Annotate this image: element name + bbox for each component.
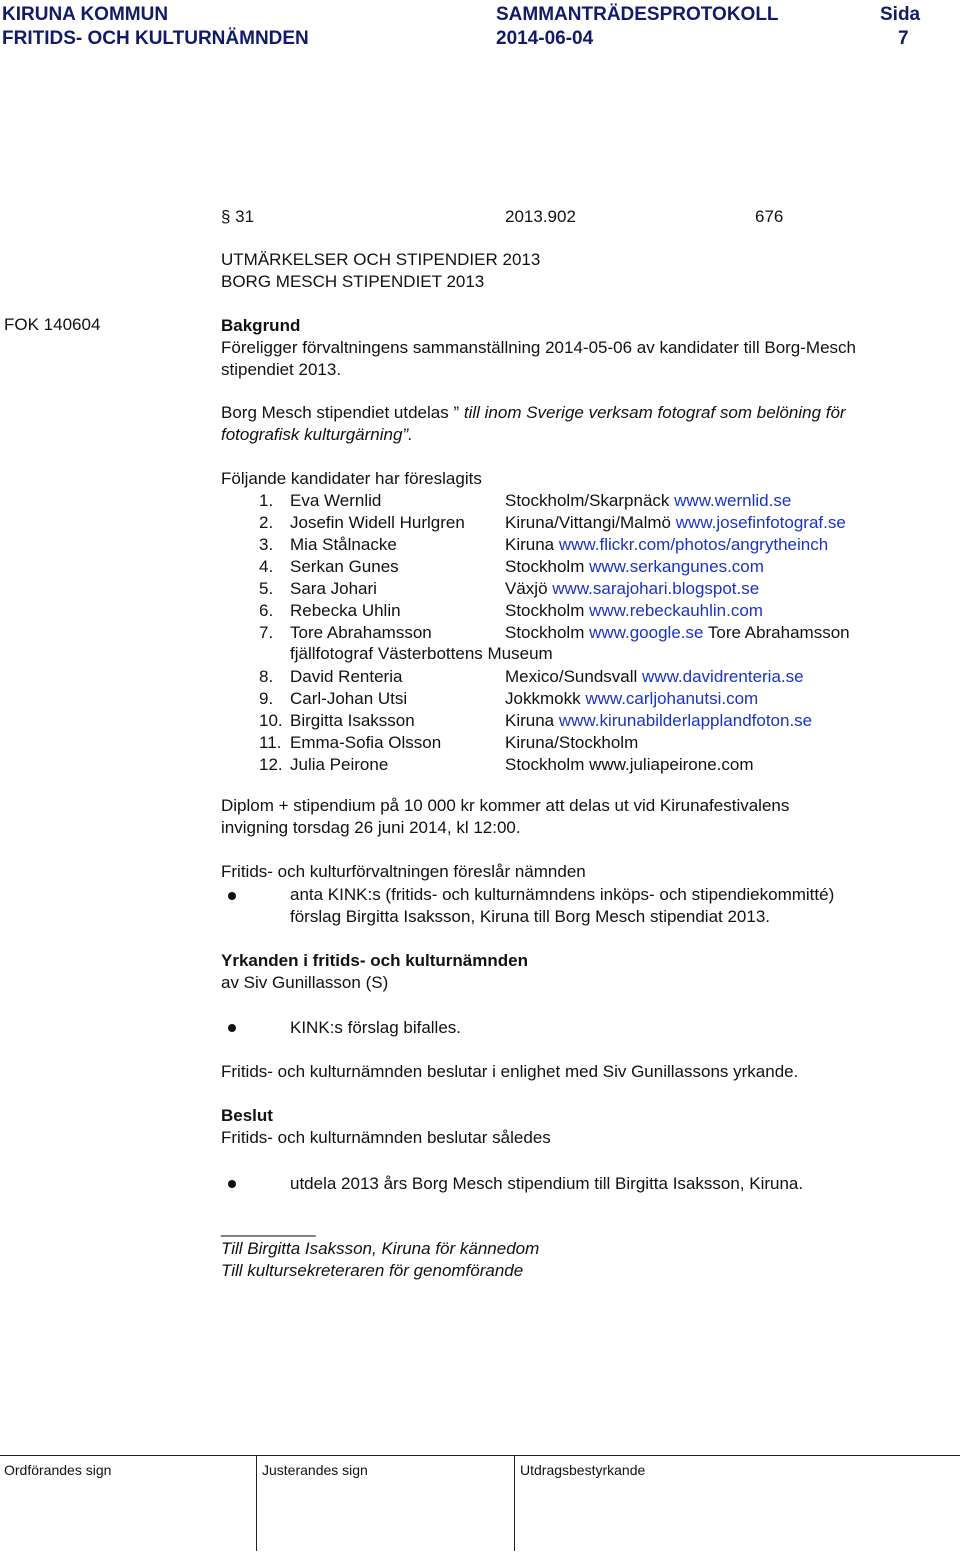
candidate-7-continued: fjällfotograf Västerbottens Museum	[290, 644, 553, 663]
background-heading: Bakgrund	[221, 316, 301, 335]
candidate-number: 8.	[259, 667, 274, 686]
candidate-place: Stockholm www.juliapeirone.com	[505, 755, 754, 774]
distribution-line-2: Till kultursekreteraren för genomförande	[221, 1261, 524, 1280]
candidate-location	[505, 490, 791, 512]
candidate-location	[505, 534, 828, 556]
distribution-rule: __________	[221, 1218, 316, 1237]
proposal-bullet-line-1: anta KINK:s (fritids- och kulturnämndens inköps- och stipendiekommitté)	[290, 885, 835, 904]
document-type: SAMMANTRÄDESPROTOKOLL	[496, 4, 779, 25]
candidate-name: Serkan Gunes	[290, 557, 399, 576]
proposal-intro: Fritids- och kulturförvaltningen föreslår nämnden	[221, 862, 586, 881]
beslut-heading: Beslut	[221, 1106, 273, 1125]
candidates-intro: Följande kandidater har föreslagits	[221, 469, 482, 488]
candidate-number: 7.	[259, 623, 274, 642]
org-name: KIRUNA KOMMUN	[2, 4, 169, 25]
page-label: Sida	[880, 4, 921, 25]
candidate-location	[505, 732, 638, 754]
stipend-description-2	[221, 424, 413, 446]
quote-close: ”.	[402, 425, 413, 444]
candidate-place: Stockholm	[505, 601, 585, 620]
candidate-name: Julia Peirone	[290, 755, 389, 774]
candidate-location	[505, 688, 758, 710]
candidate-location	[505, 512, 846, 534]
background-line-2: stipendiet 2013.	[221, 360, 342, 379]
candidate-website-link[interactable]: www.google.se	[589, 623, 704, 642]
beslut-intro: Fritids- och kulturnämnden beslutar således	[221, 1128, 551, 1147]
beslut-bullet: utdela 2013 års Borg Mesch stipendium till Birgitta Isaksson, Kiruna.	[290, 1174, 804, 1193]
candidate-website-link[interactable]: www.carljohanutsi.com	[585, 689, 759, 708]
candidate-location	[505, 666, 804, 688]
candidate-number: 6.	[259, 601, 274, 620]
distribution-line-1: Till Birgitta Isaksson, Kiruna för kännedom	[221, 1239, 540, 1258]
candidate-number: 11.	[259, 733, 282, 752]
case-title: UTMÄRKELSER OCH STIPENDIER 2013	[221, 250, 541, 269]
candidate-location	[505, 556, 764, 578]
candidate-website-link[interactable]: www.josefinfotograf.se	[675, 513, 846, 532]
margin-ref: FOK 140604	[4, 315, 101, 334]
candidate-place: Stockholm/Skarpnäck	[505, 491, 670, 510]
candidate-place: Kiruna/Vittangi/Malmö	[505, 513, 671, 532]
committee-name: FRITIDS- OCH KULTURNÄMNDEN	[2, 28, 309, 49]
proposal-bullet-line-2: förslag Birgitta Isaksson, Kiruna till Borg Mesch stipendiat 2013.	[290, 907, 771, 926]
candidate-name: Birgitta Isaksson	[290, 711, 415, 730]
bullet-icon	[228, 1180, 236, 1188]
section-number: § 31	[221, 207, 255, 226]
bullet-icon	[228, 892, 236, 900]
candidate-number: 5.	[259, 579, 274, 598]
background-line-1: Föreligger förvaltningens sammanställning 2014-05-06 av kandidater till Borg-Mesch	[221, 338, 856, 357]
candidate-name: Josefin Widell Hurlgren	[290, 513, 465, 532]
case-id: 2013.902	[505, 207, 576, 226]
candidate-place: Stockholm	[505, 623, 585, 642]
candidate-website-link[interactable]: www.flickr.com/photos/angrytheinch	[558, 535, 829, 554]
meeting-date: 2014-06-04	[496, 28, 594, 49]
bullet-icon	[228, 1024, 236, 1032]
case-subtitle: BORG MESCH STIPENDIET 2013	[221, 272, 485, 291]
candidate-location	[505, 622, 850, 644]
footer-chair-sign: Ordförandes sign	[4, 1462, 112, 1478]
candidate-website-link[interactable]: www.sarajohari.blogspot.se	[552, 579, 760, 598]
stipend-description	[221, 402, 846, 424]
page-number: 7	[898, 28, 909, 49]
candidate-place: Stockholm	[505, 557, 585, 576]
yrkanden-heading: Yrkanden i fritids- och kulturnämnden	[221, 951, 528, 970]
candidate-number: 3.	[259, 535, 274, 554]
candidate-place: Jokkmokk	[505, 689, 581, 708]
footer-certified: Utdragsbestyrkande	[520, 1462, 646, 1478]
candidate-location	[505, 710, 812, 732]
candidate-website-link[interactable]: www.rebeckauhlin.com	[589, 601, 763, 620]
quote-open: Borg Mesch stipendiet utdelas ”	[221, 403, 460, 422]
case-ref: 676	[755, 207, 784, 226]
candidate-name: Sara Johari	[290, 579, 377, 598]
candidate-name: Mia Stålnacke	[290, 535, 397, 554]
candidate-website-link[interactable]: www.kirunabilderlapplandfoton.se	[558, 711, 813, 730]
candidate-name: Rebecka Uhlin	[290, 601, 401, 620]
quote-text-2: fotografisk kulturgärning	[221, 425, 403, 444]
candidate-name: Emma-Sofia Olsson	[290, 733, 442, 752]
candidate-location	[505, 600, 763, 622]
footer-adjuster-sign: Justerandes sign	[262, 1462, 368, 1478]
candidate-location	[505, 754, 754, 776]
candidate-number: 1.	[259, 491, 274, 510]
candidate-place: Kiruna	[505, 711, 555, 730]
yrkanden-bullet: KINK:s förslag bifalles.	[290, 1018, 462, 1037]
candidate-place: Mexico/Sundsvall	[505, 667, 638, 686]
quote-text: till inom Sverige verksam fotograf som belöning för	[463, 403, 846, 422]
candidate-place: Växjö	[505, 579, 548, 598]
candidate-number: 4.	[259, 557, 274, 576]
candidate-website-link[interactable]: www.serkangunes.com	[589, 557, 764, 576]
candidate-name: Eva Wernlid	[290, 491, 382, 510]
candidate-name: Tore Abrahamsson	[290, 623, 432, 642]
candidate-website-link[interactable]: www.wernlid.se	[674, 491, 792, 510]
candidate-name: Carl-Johan Utsi	[290, 689, 408, 708]
decision-line: Fritids- och kulturnämnden beslutar i enlighet med Siv Gunillassons yrkande.	[221, 1062, 799, 1081]
candidate-name: David Renteria	[290, 667, 403, 686]
diploma-line-1: Diplom + stipendium på 10 000 kr kommer att delas ut vid Kirunafestivalens	[221, 796, 790, 815]
candidate-extra: Tore Abrahamsson	[707, 623, 850, 642]
candidate-website-link[interactable]: www.davidrenteria.se	[642, 667, 804, 686]
candidate-place: Kiruna	[505, 535, 555, 554]
candidate-location	[505, 578, 759, 600]
candidate-number: 10.	[259, 711, 283, 730]
candidate-number: 12.	[259, 755, 283, 774]
yrkanden-by: av Siv Gunillasson (S)	[221, 973, 389, 992]
candidate-number: 2.	[259, 513, 274, 532]
candidate-number: 9.	[259, 689, 274, 708]
candidate-place: Kiruna/Stockholm	[505, 733, 639, 752]
diploma-line-2: invigning torsdag 26 juni 2014, kl 12:00.	[221, 818, 521, 837]
